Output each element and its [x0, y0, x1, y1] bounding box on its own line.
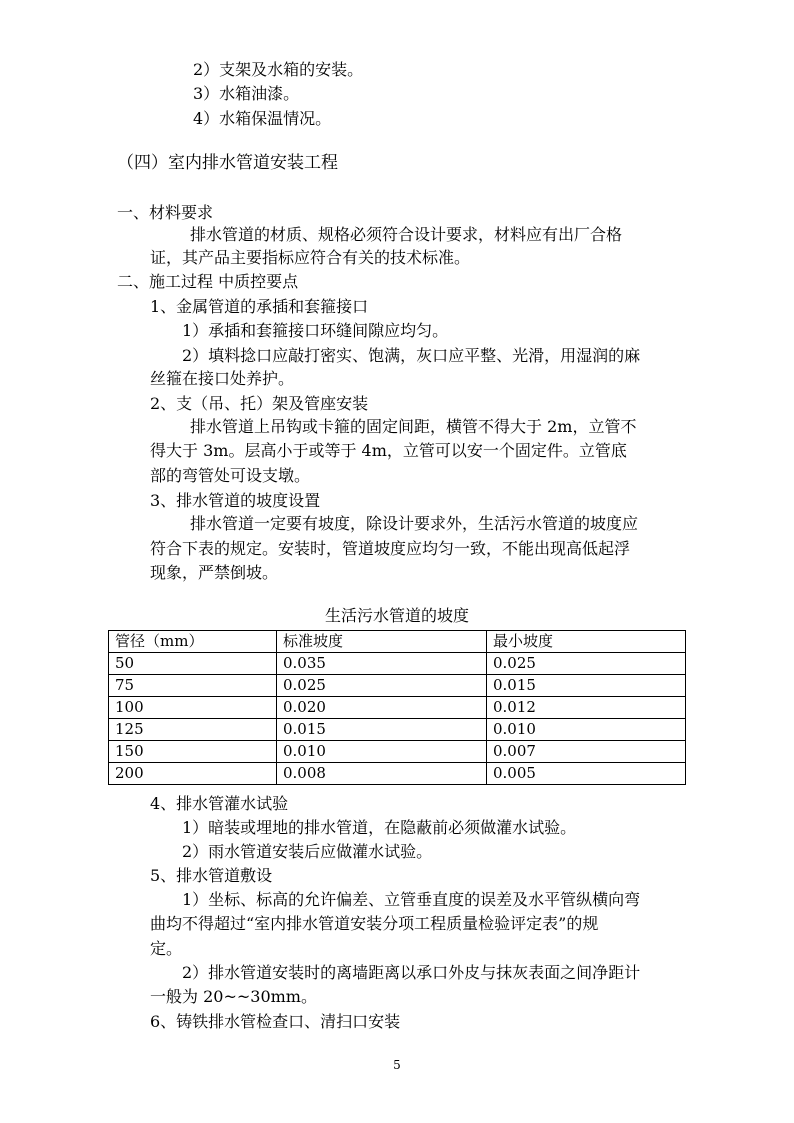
table-cell: 0.025	[277, 675, 487, 697]
table-cell: 0.005	[487, 763, 686, 785]
table-row	[109, 763, 686, 785]
text-line: 部的弯管处可设支墩。	[150, 466, 311, 485]
slope-table	[108, 630, 686, 785]
table-cell: 100	[109, 697, 277, 719]
text-line: 4）水箱保温情况。	[193, 109, 332, 128]
table-cell: 200	[109, 763, 277, 785]
table-row	[109, 719, 686, 741]
text-line: 1）坐标、标高的允许偏差、立管垂直度的误差及水平管纵横向弯	[182, 890, 641, 909]
table-cell: 0.012	[487, 697, 686, 719]
section-heading: （四）室内排水管道安装工程	[117, 153, 338, 173]
text-line: 排水管道一定要有坡度，除设计要求外，生活污水管道的坡度应	[190, 514, 639, 533]
text-line: 排水管道的材质、规格必须符合设计要求，材料应有出厂合格	[190, 225, 623, 244]
text-line: 1）承插和套箍接口环缝间隙应均匀。	[182, 321, 449, 340]
table-cell: 125	[109, 719, 277, 741]
table-cell: 0.010	[277, 741, 487, 763]
table-cell: 0.008	[277, 763, 487, 785]
text-line: 证，其产品主要指标应符合有关的技术标准。	[150, 248, 471, 267]
subsection-heading: 二、施工过程 中质控要点	[117, 272, 299, 291]
text-line: 定。	[150, 939, 183, 958]
item-heading: 2、支（吊、托）架及管座安装	[150, 394, 369, 413]
text-line: 一般为 20~~30mm。	[150, 987, 317, 1006]
table-header-cell: 标准坡度	[277, 631, 487, 653]
text-line: 排水管道上吊钩或卡箍的固定间距，横管不得大于 2m，立管不	[190, 417, 637, 436]
item-heading: 4、排水管灌水试验	[150, 794, 289, 813]
table-cell: 50	[109, 653, 277, 675]
item-heading: 5、排水管道敷设	[150, 866, 273, 885]
table-cell: 0.035	[277, 653, 487, 675]
text-line: 2）填料捻口应敲打密实、饱满，灰口应平整、光滑，用湿润的麻	[182, 346, 641, 365]
text-line: 丝箍在接口处养护。	[150, 369, 295, 388]
table-header-cell: 最小坡度	[487, 631, 686, 653]
table-header-cell: 管径（mm）	[109, 631, 277, 653]
subsection-heading: 一、材料要求	[117, 203, 214, 222]
table-cell: 0.007	[487, 741, 686, 763]
text-line: 现象，严禁倒坡。	[150, 563, 279, 582]
text-line: 2）雨水管道安装后应做灌水试验。	[182, 842, 433, 861]
item-heading: 3、排水管道的坡度设置	[150, 491, 321, 510]
table-caption: 生活污水管道的坡度	[324, 606, 469, 625]
table-row	[109, 741, 686, 763]
table-cell: 0.010	[487, 719, 686, 741]
item-heading: 1、金属管道的承插和套箍接口	[150, 297, 369, 316]
text-line: 曲均不得超过“室内排水管道安装分项工程质量检验评定表”的规	[150, 914, 599, 933]
text-line: 3）水箱油漆。	[193, 84, 300, 103]
table-cell: 0.015	[277, 719, 487, 741]
table-header-row	[109, 631, 686, 653]
text-line: 2）排水管道安装时的离墙距离以承口外皮与抹灰表面之间净距计	[182, 963, 641, 982]
text-line: 符合下表的规定。安装时，管道坡度应均匀一致，不能出现高低起浮	[150, 539, 631, 558]
text-line: 2）支架及水箱的安装。	[193, 60, 364, 79]
text-line: 1）暗装或埋地的排水管道，在隐蔽前必须做灌水试验。	[182, 818, 577, 837]
table-row	[109, 653, 686, 675]
table-cell: 0.020	[277, 697, 487, 719]
page-number: 5	[393, 1058, 401, 1072]
item-heading: 6、铸铁排水管检查口、清扫口安装	[150, 1012, 401, 1031]
table-row	[109, 675, 686, 697]
table-cell: 0.025	[487, 653, 686, 675]
table-row	[109, 697, 686, 719]
table-cell: 0.015	[487, 675, 686, 697]
text-line: 得大于 3m。层高小于或等于 4m，立管可以安一个固定件。立管底	[150, 441, 627, 460]
table-cell: 75	[109, 675, 277, 697]
table-cell: 150	[109, 741, 277, 763]
